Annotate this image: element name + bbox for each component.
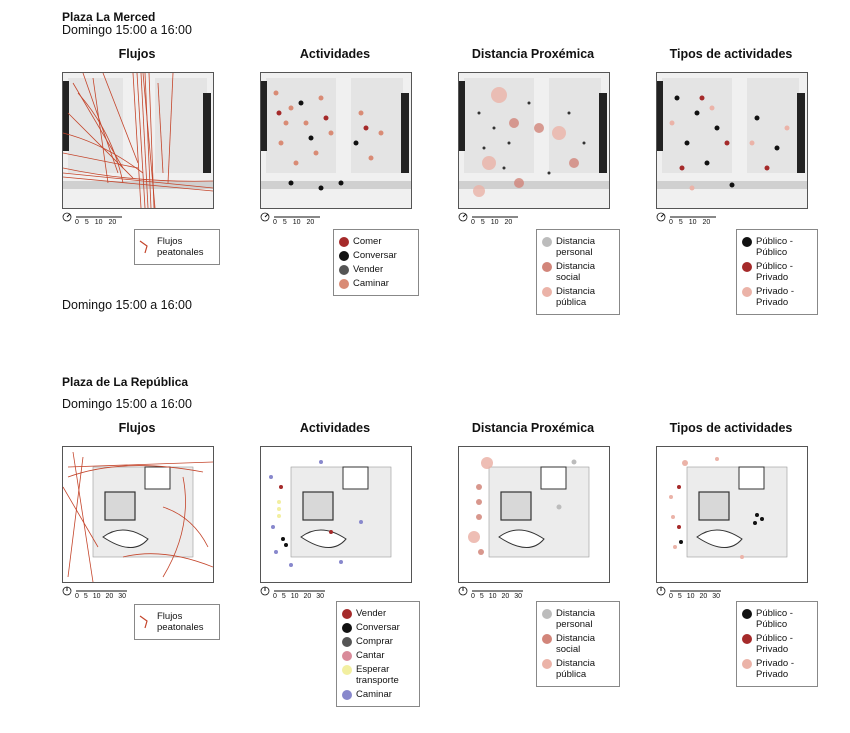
scale-labels: 0 5 10 20 xyxy=(75,219,117,226)
legend-item: Público - Público xyxy=(742,236,812,258)
legend-item: Conversar xyxy=(339,250,413,261)
map-merced-actividades xyxy=(260,72,412,209)
legend-distancia-republica xyxy=(536,601,620,687)
legend-item: Cantar xyxy=(342,650,414,661)
legend-tipos-merced xyxy=(736,229,818,315)
legend-item: Comer xyxy=(339,236,413,247)
legend-actividades-merced xyxy=(333,229,419,296)
legend-item: Público - Privado xyxy=(742,261,812,283)
column-title-flujos: Flujos xyxy=(118,421,156,435)
legend-item: Privado - Privado xyxy=(742,658,812,680)
legend-item: Comprar xyxy=(342,636,414,647)
legend-item: Conversar xyxy=(342,622,414,633)
column-title-actividades: Actividades xyxy=(299,47,371,61)
section-title-republica: Plaza de La República xyxy=(62,375,189,389)
legend-item: Caminar xyxy=(339,278,413,289)
column-title-distancia: Distancia Proxémica xyxy=(471,47,595,61)
flow-legend: Flujos peatonales xyxy=(134,604,220,640)
legend-item: Público - Público xyxy=(742,608,812,630)
column-title-tipos: Tipos de actividades xyxy=(669,421,793,435)
legend-item: Caminar xyxy=(342,689,414,700)
flow-line-icon xyxy=(139,615,153,629)
section-extra-subtitle: Domingo 15:00 a 16:00 xyxy=(62,298,192,312)
legend-distancia-merced xyxy=(536,229,620,315)
scale-labels: 0 5 10 20 30 xyxy=(75,593,127,600)
legend-item: Distancia personal xyxy=(542,608,614,630)
map-merced-tipos xyxy=(656,72,808,209)
scale-labels: 0 5 10 20 30 xyxy=(273,593,325,600)
map-republica-actividades xyxy=(260,446,412,583)
legend-item: Distancia personal xyxy=(542,236,614,258)
scale-labels: 0 5 10 20 30 xyxy=(669,593,721,600)
legend-actividades-republica xyxy=(336,601,420,707)
map-republica-distancia xyxy=(458,446,610,583)
legend-item: Privado - Privado xyxy=(742,286,812,308)
legend-item: Distancia social xyxy=(542,633,614,655)
legend-item: Distancia pública xyxy=(542,658,614,680)
section-title-la-merced: Plaza La Merced xyxy=(62,10,156,24)
legend-item: Esperar transporte xyxy=(342,664,414,686)
legend-item: Distancia social xyxy=(542,261,614,283)
section-subtitle-la-merced: Domingo 15:00 a 16:00 xyxy=(62,23,192,37)
map-republica-tipos xyxy=(656,446,808,583)
column-title-distancia: Distancia Proxémica xyxy=(471,421,595,435)
flow-line-icon xyxy=(139,240,153,254)
map-merced-distancia xyxy=(458,72,610,209)
scale-labels: 0 5 10 20 30 xyxy=(471,593,523,600)
legend-item: Público - Privado xyxy=(742,633,812,655)
legend-item: Vender xyxy=(339,264,413,275)
map-republica-flujos xyxy=(62,446,214,583)
legend-item: Vender xyxy=(342,608,414,619)
section-subtitle-republica: Domingo 15:00 a 16:00 xyxy=(62,397,192,411)
flow-legend: Flujos peatonales xyxy=(134,229,220,265)
map-merced-flujos xyxy=(62,72,214,209)
legend-tipos-republica xyxy=(736,601,818,687)
scale-labels: 0 5 10 20 xyxy=(669,219,711,226)
column-title-actividades: Actividades xyxy=(299,421,371,435)
scale-labels: 0 5 10 20 xyxy=(273,219,315,226)
scale-labels: 0 5 10 20 xyxy=(471,219,513,226)
column-title-tipos: Tipos de actividades xyxy=(669,47,793,61)
column-title-flujos: Flujos xyxy=(118,47,156,61)
legend-item: Distancia pública xyxy=(542,286,614,308)
